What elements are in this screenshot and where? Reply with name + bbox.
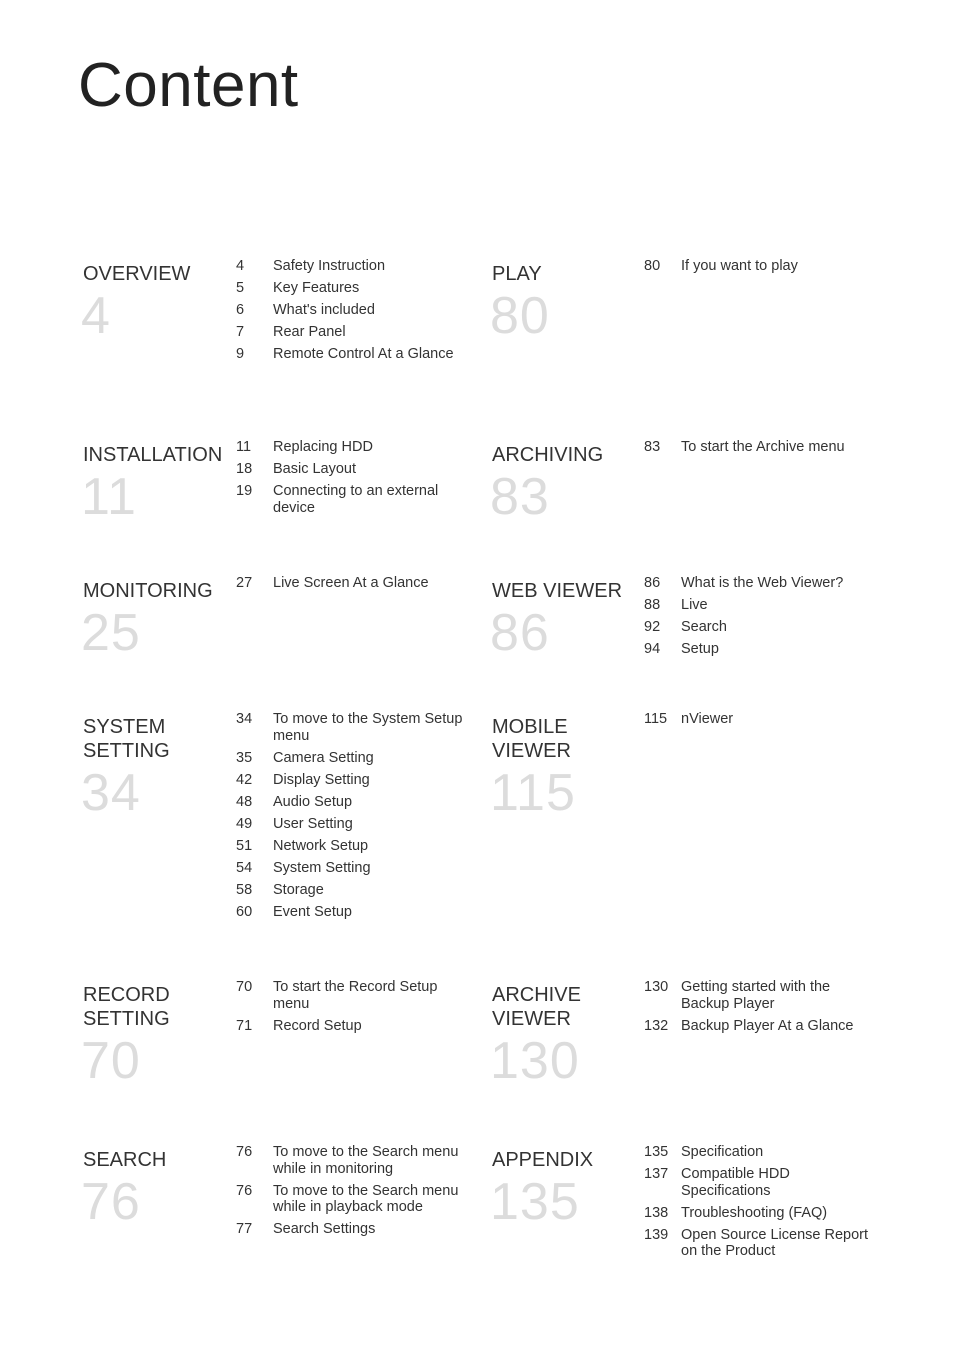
entry-list (644, 258, 871, 280)
section-title: SEARCH (83, 1149, 167, 1171)
entry-page: 76 (236, 1182, 253, 1199)
toc-entry[interactable] (644, 619, 871, 636)
entry-text: To start the Record Setup menu (273, 979, 438, 1012)
entry-text: Compatible HDD Specifications (681, 1166, 790, 1199)
toc-entry[interactable] (236, 1018, 463, 1035)
entry-page: 51 (236, 837, 253, 854)
toc-entry[interactable] (644, 1166, 871, 1199)
entry-text: What's included (273, 302, 375, 318)
toc-entry[interactable] (236, 816, 463, 833)
toc-entry[interactable] (236, 860, 463, 877)
section-page-number: 70 (81, 1032, 141, 1090)
section-title: OVERVIEW (83, 263, 191, 285)
toc-entry[interactable] (236, 882, 463, 899)
section-title: WEB VIEWER (492, 580, 623, 602)
toc-entry[interactable] (236, 346, 463, 363)
toc-entry[interactable] (644, 1227, 871, 1260)
section-page-number: 4 (81, 287, 111, 345)
entry-text: If you want to play (681, 258, 798, 274)
entry-page: 70 (236, 979, 253, 995)
entry-list (236, 439, 463, 522)
toc-entry[interactable] (236, 258, 463, 275)
entry-page: 115 (644, 711, 668, 727)
page-title: Content (78, 51, 299, 120)
entry-page: 135 (644, 1144, 669, 1160)
entry-text: Event Setup (273, 903, 352, 920)
entry-list (644, 575, 871, 663)
entry-text: Storage (273, 881, 324, 898)
section-page-number: 80 (490, 287, 550, 345)
section-title: APPENDIX (492, 1149, 594, 1171)
entry-list (644, 711, 871, 733)
entry-page: 7 (236, 324, 245, 340)
entry-text: What is the Web Viewer? (681, 575, 844, 591)
toc-entry[interactable] (236, 439, 463, 456)
entry-text: System Setting (273, 859, 371, 876)
toc-entry[interactable] (236, 324, 463, 341)
toc-entry[interactable] (644, 711, 871, 728)
section-title: RECORD SETTING (83, 984, 170, 1030)
section-page-number: 135 (490, 1173, 580, 1231)
entry-list (644, 439, 871, 461)
entry-text: Audio Setup (273, 793, 353, 810)
toc-entry[interactable] (644, 641, 871, 658)
entry-text: To start the Archive menu (681, 439, 845, 455)
entry-page: 86 (644, 575, 661, 591)
section-title: INSTALLATION (83, 444, 223, 466)
entry-text: Search Settings (273, 1221, 376, 1237)
toc-entry[interactable] (644, 979, 871, 1012)
entry-page: 19 (236, 483, 253, 499)
entry-text: Safety Instruction (273, 258, 386, 274)
section-page-number: 11 (81, 468, 137, 526)
entry-page: 71 (236, 1017, 253, 1034)
entry-page: 11 (236, 439, 252, 455)
entry-list (236, 575, 463, 597)
entry-text: To move to the System Setup menu (273, 711, 463, 744)
entry-text: Basic Layout (273, 461, 357, 477)
entry-page: 138 (644, 1204, 669, 1221)
section-title: ARCHIVING (492, 444, 604, 466)
toc-entry[interactable] (644, 439, 871, 456)
toc-entry[interactable] (236, 280, 463, 297)
entry-text: Display Setting (273, 771, 370, 788)
entry-text: Camera Setting (273, 749, 374, 766)
section-title: ARCHIVE VIEWER (492, 984, 581, 1030)
entry-page: 4 (236, 258, 245, 274)
toc-entry[interactable] (236, 461, 463, 478)
toc-entry[interactable] (236, 1144, 463, 1177)
section-page-number: 86 (490, 604, 550, 662)
toc-entry[interactable] (644, 258, 871, 275)
entry-list (236, 711, 463, 926)
entry-text: To move to the Search menu while in playback mode (273, 1182, 459, 1215)
entry-text: Replacing HDD (273, 439, 373, 455)
toc-entry[interactable] (236, 711, 463, 744)
section-page-number: 83 (490, 468, 550, 526)
entry-page: 27 (236, 575, 253, 591)
entry-page: 80 (644, 258, 661, 274)
toc-entry[interactable] (236, 1221, 463, 1238)
entry-list (236, 258, 463, 368)
section-title: MOBILE VIEWER (492, 716, 571, 762)
toc-entry[interactable] (644, 1018, 871, 1035)
section-title: SYSTEM SETTING (83, 716, 170, 762)
toc-entry[interactable] (236, 979, 463, 1012)
toc-entry[interactable] (644, 1144, 871, 1161)
toc-entry[interactable] (236, 794, 463, 811)
entry-list (236, 979, 463, 1040)
entry-text: Key Features (273, 280, 360, 296)
entry-page: 54 (236, 859, 253, 876)
entry-text: Troubleshooting (FAQ) (681, 1204, 828, 1221)
entry-page: 58 (236, 881, 253, 898)
entry-text: nViewer (681, 711, 734, 727)
entry-text: Getting started with the Backup Player (681, 979, 831, 1012)
toc-entry[interactable] (236, 750, 463, 767)
entry-list (644, 979, 871, 1040)
entry-text: Remote Control At a Glance (273, 346, 454, 362)
toc-entry[interactable] (236, 575, 463, 592)
section-page-number: 130 (490, 1032, 580, 1090)
section-page-number: 34 (81, 764, 141, 822)
entry-page: 137 (644, 1166, 669, 1182)
entry-page: 42 (236, 771, 253, 788)
entry-list (644, 1144, 871, 1265)
entry-text: Open Source License Report on the Product (681, 1226, 868, 1259)
entry-text: User Setting (273, 815, 353, 832)
entry-page: 139 (644, 1226, 669, 1243)
entry-page: 35 (236, 749, 253, 766)
entry-page: 132 (644, 1017, 669, 1034)
entry-page: 77 (236, 1221, 253, 1237)
entry-page: 60 (236, 903, 253, 920)
entry-page: 6 (236, 302, 245, 318)
entry-list (236, 1144, 463, 1243)
entry-text: Setup (681, 641, 719, 657)
toc-entry[interactable] (236, 838, 463, 855)
section-title: PLAY (492, 263, 542, 285)
entry-text: Search (681, 619, 727, 635)
entry-text: Backup Player At a Glance (681, 1017, 854, 1034)
entry-text: Rear Panel (273, 324, 346, 340)
entry-page: 18 (236, 461, 253, 477)
section-page-number: 25 (81, 604, 141, 662)
entry-page: 5 (236, 280, 245, 296)
entry-text: Connecting to an external device (273, 483, 439, 516)
entry-page: 92 (644, 619, 661, 635)
entry-page: 48 (236, 793, 253, 810)
section-page-number: 115 (490, 764, 576, 822)
entry-text: Live (681, 597, 708, 613)
toc-entry[interactable] (644, 575, 871, 592)
entry-text: Live Screen At a Glance (273, 575, 429, 591)
entry-page: 76 (236, 1144, 253, 1160)
section-title: MONITORING (83, 580, 213, 602)
entry-text: Specification (681, 1144, 764, 1160)
toc-entry[interactable] (236, 302, 463, 319)
entry-text: Record Setup (273, 1017, 362, 1034)
section-page-number: 76 (81, 1173, 141, 1231)
entry-page: 34 (236, 711, 253, 727)
entry-page: 130 (644, 979, 669, 995)
toc-entry[interactable] (644, 1205, 871, 1222)
entry-page: 83 (644, 439, 661, 455)
entry-page: 88 (644, 597, 661, 613)
entry-text: Network Setup (273, 837, 369, 854)
toc-entry[interactable] (644, 597, 871, 614)
toc-entry[interactable] (236, 904, 463, 921)
entry-page: 9 (236, 346, 245, 362)
entry-text: To move to the Search menu while in monitoring (273, 1144, 459, 1177)
toc-entry[interactable] (236, 772, 463, 789)
toc-entry[interactable] (236, 483, 463, 516)
entry-page: 94 (644, 641, 661, 657)
entry-page: 49 (236, 815, 253, 832)
toc-entry[interactable] (236, 1183, 463, 1216)
